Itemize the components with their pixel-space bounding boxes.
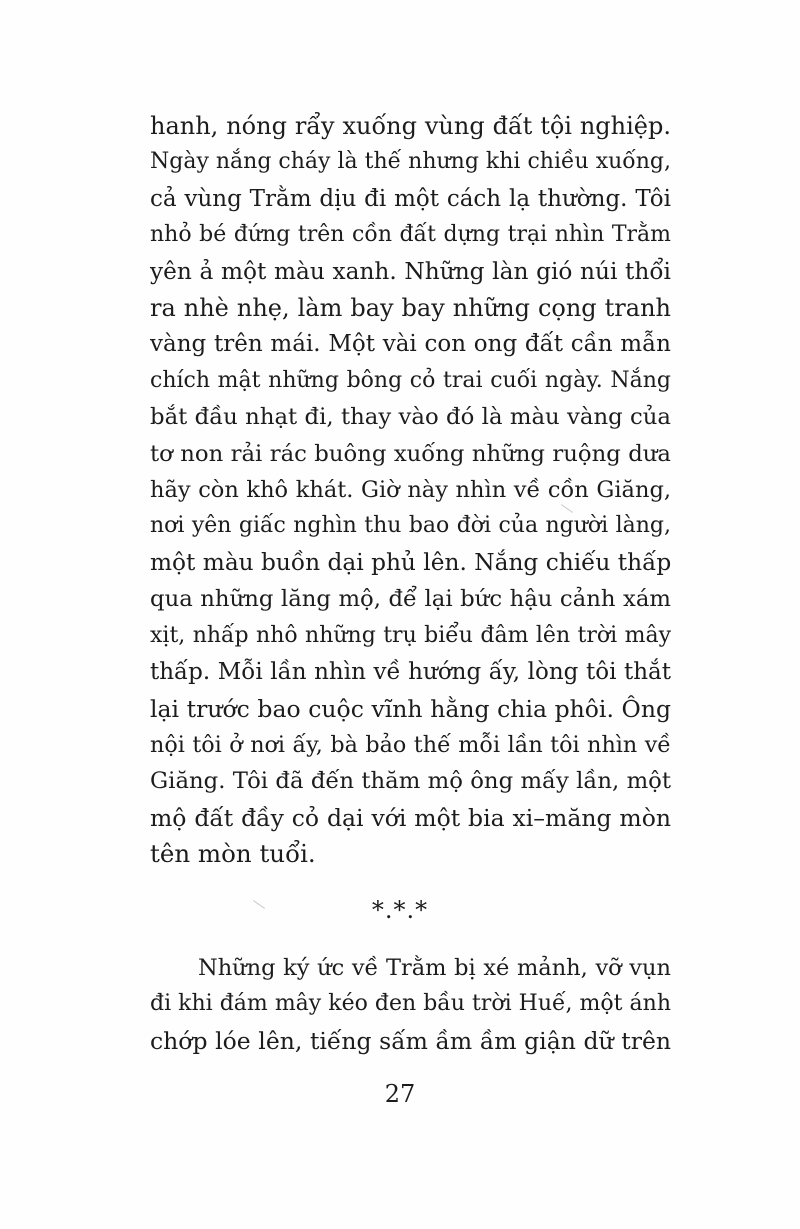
section-separator: *.*.*	[371, 896, 429, 924]
text-line: lại trước bao cuộc vĩnh hằng chia phôi. Ông	[150, 694, 671, 723]
text-line: Giăng. Tôi đã đến thăm mộ ông mấy lần, một	[150, 768, 671, 795]
paragraph-1	[150, 108, 671, 873]
text-line: nơi yên giấc nghìn thu bao đời của người làng,	[150, 513, 671, 539]
text-line: Ngày nắng cháy là thế nhưng khi chiều xuống,	[150, 149, 671, 175]
text-line: một màu buồn dại phủ lên. Nắng chiếu thấp	[150, 548, 672, 576]
text-line: chớp lóe lên, tiếng sấm ầm ầm giận dữ trên	[150, 1026, 671, 1055]
text-line: cả vùng Trằm dịu đi một cách lạ thường. Tôi	[150, 185, 671, 212]
text-line: tên mòn tuổi.	[150, 839, 316, 869]
text-line: xịt, nhấp nhô những trụ biểu đâm lên trời mây	[150, 622, 671, 648]
text-line: hãy còn khô khát. Giờ này nhìn về cồn Giăng,	[150, 477, 671, 504]
text-line: ra nhè nhẹ, làm bay bay những cọng tranh	[150, 294, 671, 323]
text-line: đi khi đám mây kéo đen bầu trời Huế, một ánh	[150, 991, 671, 1017]
paragraph-2	[150, 950, 671, 1059]
text-line: vàng trên mái. Một vài con ong đất cần mẫn	[150, 331, 671, 358]
text-line: yên ả một màu xanh. Những làn gió núi thổi	[150, 257, 671, 285]
text-line: qua những lăng mộ, để lại bức hậu cảnh xám	[150, 586, 671, 613]
text-line: tơ non rải rác buông xuống những ruộng dưa	[150, 440, 671, 467]
text-line: bắt đầu nhạt đi, thay vào đó là màu vàng của	[150, 404, 671, 431]
text-line: nội tôi ở nơi ấy, bà bảo thế mỗi lần tôi nhìn về	[150, 731, 671, 758]
page-number: 27	[384, 1080, 416, 1108]
text-line: hanh, nóng rẩy xuống vùng đất tội nghiệp.	[150, 112, 671, 140]
text-line: mộ đất đầy cỏ dại với một bia xi–măng mòn	[150, 803, 671, 832]
text-line: Những ký ức về Trằm bị xé mảnh, vỡ vụn	[198, 955, 671, 981]
text-line: thấp. Mỗi lần nhìn về hướng ấy, lòng tôi thắt	[150, 659, 671, 686]
text-line: chích mật những bông cỏ trai cuối ngày. Nắng	[150, 367, 671, 393]
text-line: nhỏ bé đứng trên cồn đất dựng trại nhìn Trằm	[150, 222, 671, 248]
